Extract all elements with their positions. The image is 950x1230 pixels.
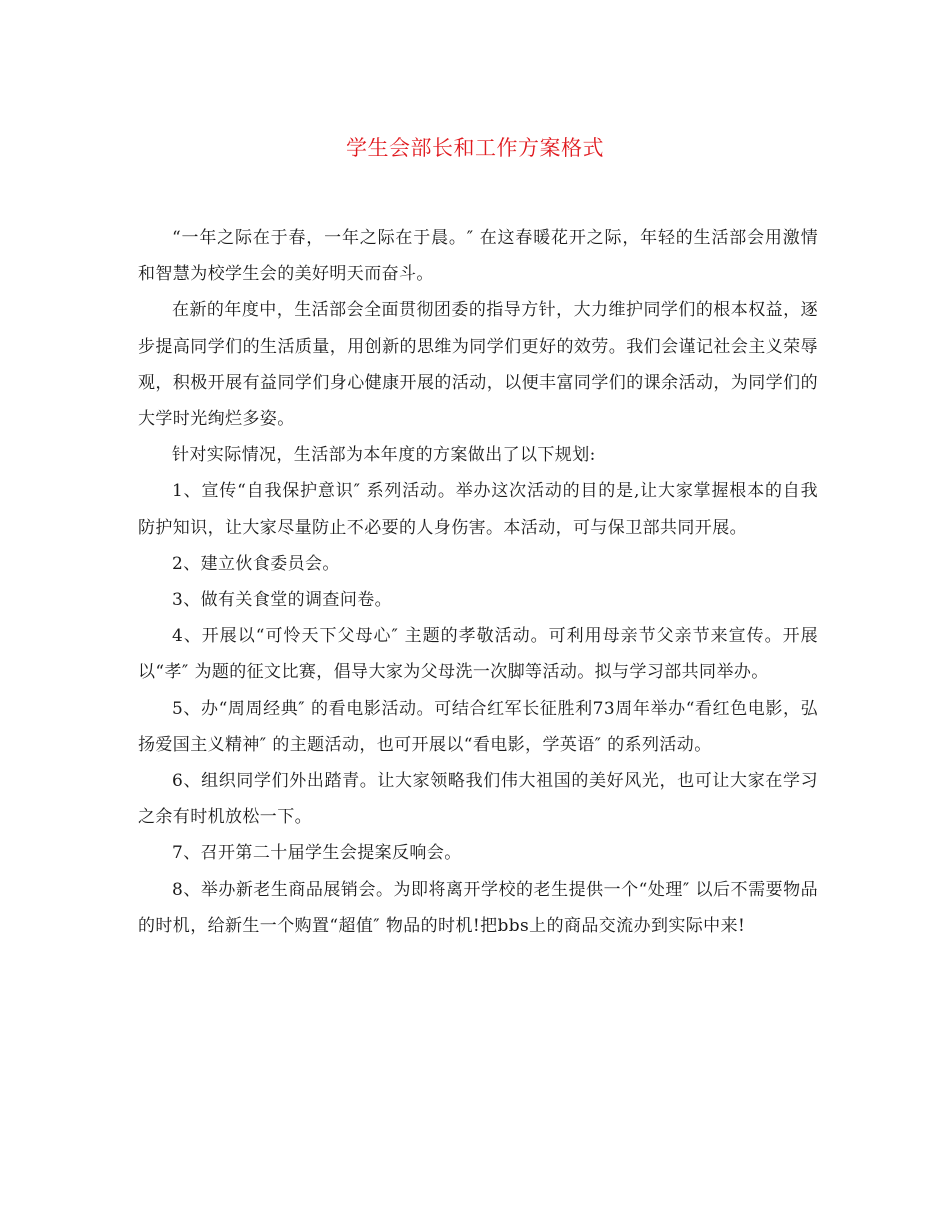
plan-item-6: 6、组织同学们外出踏青。让大家领略我们伟大祖国的美好风光，也可让大家在学习之余有时机放松一下。 bbox=[138, 771, 818, 828]
plan-item-2: 2、建立伙食委员会。 bbox=[172, 553, 340, 574]
paragraph-plan-heading: 针对实际情况，生活部为本年度的方案做出了以下规划: bbox=[172, 445, 596, 466]
paragraph-mission: 在新的年度中，生活部会全面贯彻团委的指导方针，大力维护同学们的根本权益，逐步提高同学们的生活质量，用创新的思维为同学们更好的效劳。我们会谨记社会主义荣辱观，积极开展有益同学们身心健康开展的活动，以便丰富同学们的课余活动，为同学们的大学时光绚烂多姿。 bbox=[138, 300, 818, 430]
plan-item-1: 1、宣传“自我保护意识″ 系列活动。举办这次活动的目的是,让大家掌握根本的自我防护知识，让大家尽量防止不必要的人身伤害。本活动，可与保卫部共同开展。 bbox=[138, 481, 818, 538]
plan-item-7: 7、召开第二十届学生会提案反响会。 bbox=[172, 843, 462, 864]
plan-item-5: 5、办“周周经典″ 的看电影活动。可结合红军长征胜利73周年举办“看红色电影，弘扬爱国主义精神″ 的主题活动，也可开展以“看电影，学英语″ 的系列活动。 bbox=[138, 698, 818, 755]
paragraph-intro: “一年之际在于春，一年之际在于晨。″ 在这春暖花开之际，年轻的生活部会用激情和智慧为校学生会的美好明天而奋斗。 bbox=[138, 228, 818, 285]
plan-item-3: 3、做有关食堂的调查问卷。 bbox=[172, 590, 393, 611]
plan-item-4: 4、开展以“可怜天下父母心″ 主题的孝敬活动。可利用母亲节父亲节来宣传。开展以“孝″ 为题的征文比赛，倡导大家为父母洗一次脚等活动。拟与学习部共同举办。 bbox=[138, 626, 818, 683]
plan-item-8: 8、举办新老生商品展销会。为即将离开学校的老生提供一个“处理″ 以后不需要物品的时机，给新生一个购置“超值″ 物品的时机!把bbs上的商品交流办到实际中来! bbox=[138, 879, 818, 936]
document-title: 学生会部长和工作方案格式 bbox=[346, 136, 604, 160]
document-body bbox=[138, 220, 818, 944]
